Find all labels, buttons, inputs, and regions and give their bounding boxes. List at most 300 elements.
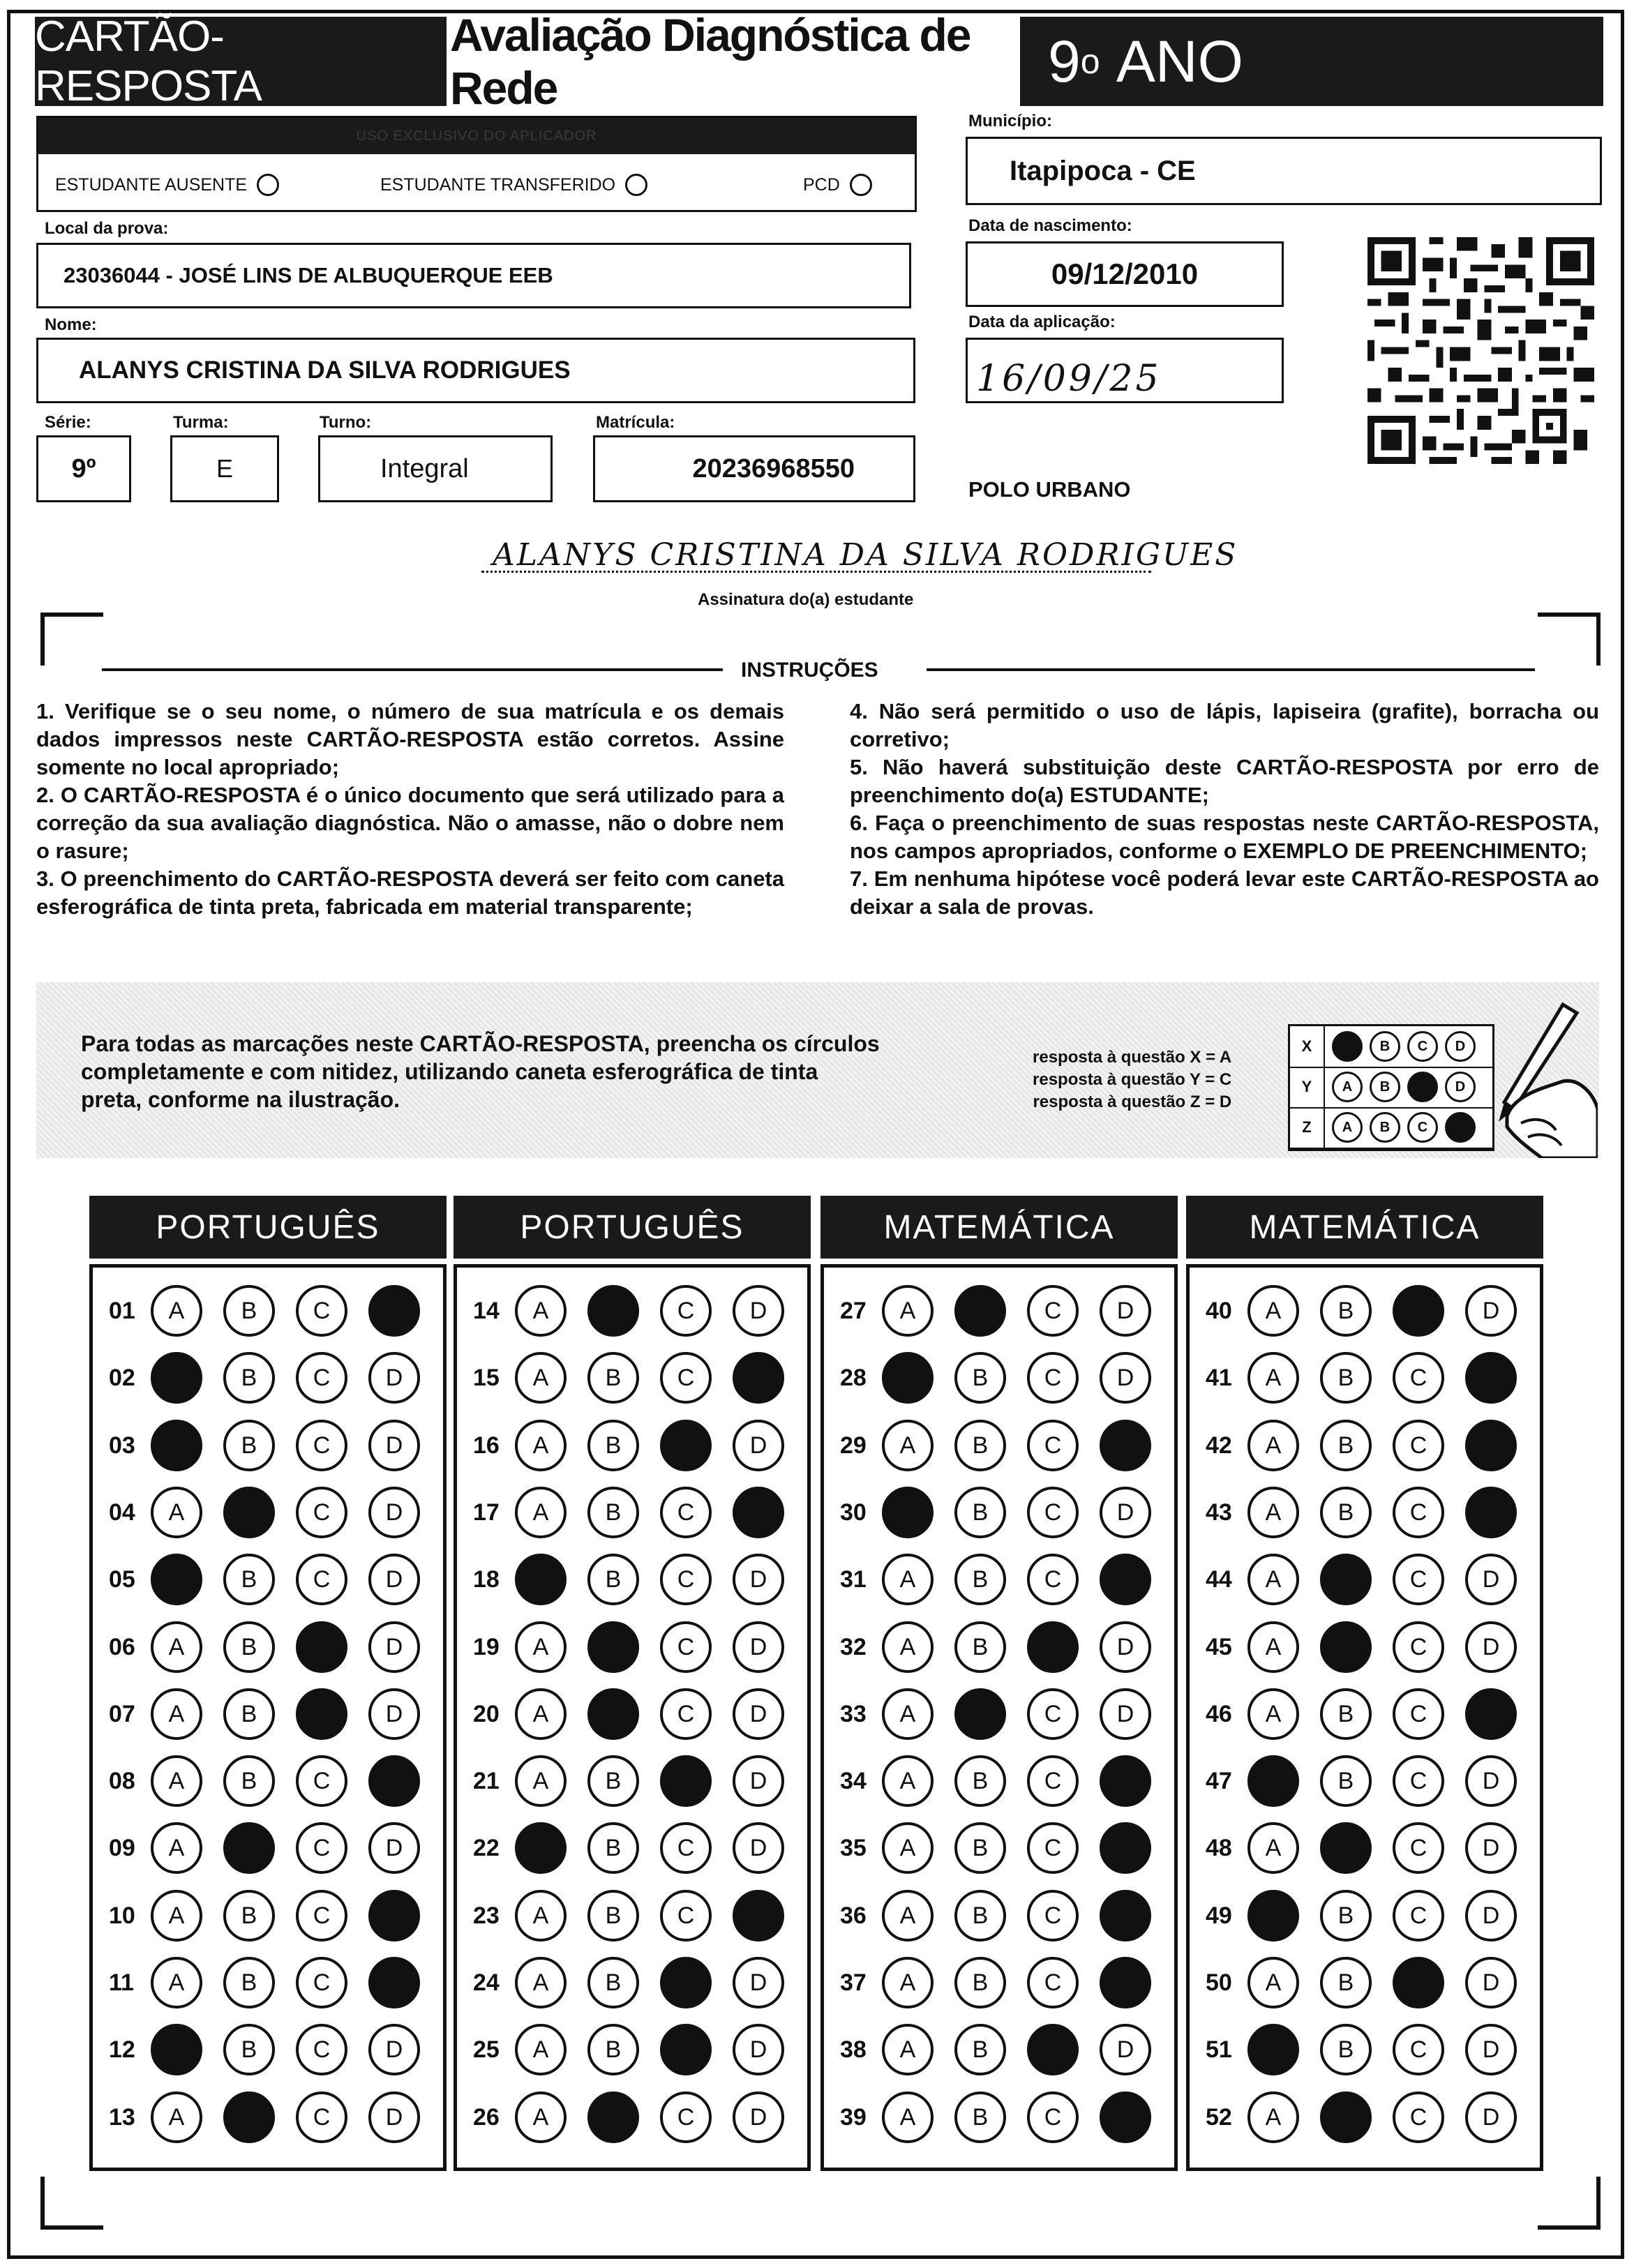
answer-bubble-d[interactable]: D [733,2024,784,2075]
answer-bubble-a[interactable] [151,1352,202,1404]
answer-bubble-c[interactable]: C [1393,1554,1444,1605]
bubble-group [1247,1352,1517,1404]
question-row [840,1621,1151,1673]
answer-bubble-c[interactable]: C [1027,1822,1079,1874]
answer-bubble-c[interactable]: C [660,1352,712,1404]
answer-bubble-b[interactable] [223,1822,275,1874]
answer-bubble-b[interactable]: B [587,1487,639,1538]
answer-bubble-d[interactable]: D [733,1621,784,1673]
answer-bubble-d[interactable] [1100,1890,1151,1942]
answer-bubble-d[interactable]: D [733,1420,784,1471]
pcd-option[interactable] [803,174,872,196]
matricula-label: Matrícula: [596,413,675,432]
answer-bubble-c[interactable]: C [296,1420,347,1471]
answer-bubble-d[interactable]: D [1100,1352,1151,1404]
answer-bubble-a[interactable]: A [882,1822,934,1874]
nome-value: ALANYS CRISTINA DA SILVA RODRIGUES [79,356,571,384]
answer-bubble-d[interactable]: D [1100,2024,1151,2075]
answer-bubble-a[interactable]: A [151,1890,202,1942]
answer-bubble-d[interactable]: D [368,1352,420,1404]
answer-bubble-b[interactable] [587,2091,639,2143]
answer-bubble-d[interactable] [1465,1688,1517,1740]
answer-bubble-c[interactable] [1393,1957,1444,2008]
answer-bubble-b[interactable]: B [1320,1487,1372,1538]
answer-bubble-a[interactable]: A [882,1621,934,1673]
answer-bubble-d[interactable]: D [368,2024,420,2075]
answer-bubble-a[interactable]: A [882,1890,934,1942]
answer-bubble-d[interactable] [368,1890,420,1942]
answer-bubble-a[interactable]: A [151,1487,202,1538]
answer-bubble-b[interactable] [223,1487,275,1538]
question-row [840,1688,1151,1740]
answer-bubble-d[interactable]: D [1465,1957,1517,2008]
answer-bubble-d[interactable] [733,1487,784,1538]
answer-bubble-d[interactable] [1100,1957,1151,2008]
question-number: 39 [840,2103,867,2131]
answer-bubble-b[interactable]: B [1320,1957,1372,2008]
answer-bubble-a[interactable]: A [882,1285,934,1337]
answer-bubble-a[interactable] [151,2024,202,2075]
answer-bubble-c[interactable]: C [1027,1755,1079,1807]
answer-bubble-c[interactable]: C [1027,1487,1079,1538]
question-row [473,1487,784,1538]
answer-bubble-b[interactable]: B [1320,1352,1372,1404]
answer-bubble-c[interactable]: C [1027,1285,1079,1337]
bubble-group [1247,1822,1517,1874]
answer-bubble-d[interactable]: D [733,1755,784,1807]
answer-bubble-b[interactable]: B [587,1352,639,1404]
answer-bubble-d[interactable] [368,1957,420,2008]
answer-bubble-d[interactable]: D [1100,1487,1151,1538]
bubble-group [515,2024,784,2075]
answer-bubble-c[interactable]: C [660,1621,712,1673]
question-number: 36 [840,1902,867,1929]
answer-bubble-b[interactable]: B [587,1420,639,1471]
question-row [1206,1352,1517,1404]
answer-bubble-b[interactable]: B [954,2024,1006,2075]
answer-bubble-d[interactable]: D [368,2091,420,2143]
answer-bubble-d[interactable]: D [1465,1755,1517,1807]
answer-bubble-a[interactable]: A [151,1621,202,1673]
serie-value: 9º [71,453,96,483]
answer-bubble-c[interactable]: C [660,1688,712,1740]
answer-bubble-b[interactable] [1320,1621,1372,1673]
bubble-group [882,2024,1151,2075]
answer-bubble-a[interactable] [882,1352,934,1404]
answer-bubble-a[interactable]: A [882,2091,934,2143]
answer-bubble-a[interactable]: A [1247,1822,1299,1874]
answer-bubble-d[interactable]: D [1465,1554,1517,1605]
answer-bubble-a[interactable]: A [882,1420,934,1471]
answer-bubble-a[interactable]: A [1247,1621,1299,1673]
example-row-key: X [1290,1026,1325,1067]
absent-option[interactable] [55,174,279,196]
grade-suffix: ANO [1116,28,1243,94]
bubble-group [151,1621,420,1673]
answer-bubble-d[interactable]: D [368,1621,420,1673]
grade-label: 9 o ANO [1020,17,1603,106]
turno-field [318,435,553,502]
answer-bubble-c[interactable]: C [660,1822,712,1874]
answer-bubble-c[interactable]: C [1393,1755,1444,1807]
example-bubble: B [1370,1112,1400,1143]
question-row [109,1688,420,1740]
answer-bubble-d[interactable]: D [1465,1285,1517,1337]
question-row [840,2024,1151,2075]
question-number: 13 [109,2103,135,2131]
answer-bubble-c[interactable]: C [660,2091,712,2143]
answer-bubble-a[interactable]: A [151,1822,202,1874]
answer-bubble-c[interactable]: C [296,1755,347,1807]
question-number: 43 [1206,1499,1232,1526]
question-row [1206,1822,1517,1874]
answer-bubble-c[interactable]: C [1393,1890,1444,1942]
answer-bubble-c[interactable]: C [296,2024,347,2075]
question-row [109,2024,420,2075]
answer-bubble-d[interactable]: D [1100,1285,1151,1337]
answer-bubble-d[interactable] [1465,1352,1517,1404]
answer-bubble-c[interactable]: C [296,1554,347,1605]
answer-bubble-c[interactable]: C [660,1285,712,1337]
transferred-option[interactable] [380,174,647,196]
answer-bubble-c[interactable]: C [1393,2024,1444,2075]
answer-bubble-c[interactable]: C [1393,1487,1444,1538]
answer-bubble-a[interactable]: A [1247,2091,1299,2143]
nascimento-value: 09/12/2010 [1051,257,1199,290]
answer-bubble-b[interactable]: B [954,1352,1006,1404]
answer-bubble-c[interactable] [296,1621,347,1673]
bubble-group [151,1688,420,1740]
transferred-circle[interactable] [625,174,647,196]
answer-bubble-b[interactable]: B [587,1755,639,1807]
answer-bubble-d[interactable]: D [733,1688,784,1740]
answer-bubble-c[interactable]: C [1027,1352,1079,1404]
answer-bubble-a[interactable]: A [1247,1487,1299,1538]
answer-bubble-d[interactable]: D [1100,1688,1151,1740]
answer-bubble-a[interactable]: A [515,1890,567,1942]
answer-bubble-d[interactable]: D [1465,2091,1517,2143]
answer-bubble-b[interactable]: B [954,1822,1006,1874]
answer-bubble-a[interactable] [151,1554,202,1605]
column-header: PORTUGUÊS [454,1196,811,1259]
bubble-group [151,2024,420,2075]
aplicacao-field[interactable] [966,338,1284,403]
question-number: 10 [109,1902,135,1929]
answer-bubble-d[interactable] [368,1285,420,1337]
transferred-label: ESTUDANTE TRANSFERIDO [380,174,616,195]
answer-bubble-a[interactable]: A [515,1957,567,2008]
answer-bubble-d[interactable] [368,1755,420,1807]
answer-bubble-c[interactable]: C [1393,1420,1444,1471]
answer-bubble-b[interactable] [954,1285,1006,1337]
answer-bubble-a[interactable]: A [882,1755,934,1807]
answer-bubble-b[interactable]: B [223,1621,275,1673]
answer-bubble-c[interactable] [1393,1285,1444,1337]
question-number: 42 [1206,1432,1232,1459]
bubble-group [882,1352,1151,1404]
answer-bubble-b[interactable]: B [223,1352,275,1404]
answer-bubble-b[interactable] [1320,1822,1372,1874]
answer-bubble-a[interactable]: A [151,1755,202,1807]
answer-bubble-d[interactable]: D [368,1420,420,1471]
answer-bubble-c[interactable]: C [1027,1890,1079,1942]
answer-bubble-c[interactable]: C [1393,1621,1444,1673]
answer-bubble-d[interactable]: D [1465,2024,1517,2075]
answer-bubble-b[interactable]: B [1320,2024,1372,2075]
answer-bubble-b[interactable] [1320,1554,1372,1605]
bubble-group [151,1822,420,1874]
answer-bubble-b[interactable]: B [223,1890,275,1942]
answer-bubble-c[interactable] [296,1688,347,1740]
aplicacao-value: 16/09/25 [976,358,1162,400]
answer-bubble-b[interactable] [587,1688,639,1740]
answer-bubble-c[interactable] [660,2024,712,2075]
example-bubble: C [1407,1112,1438,1143]
answer-bubble-d[interactable]: D [733,2091,784,2143]
question-number: 28 [840,1364,867,1391]
answer-bubble-d[interactable]: D [733,1554,784,1605]
answer-bubble-b[interactable]: B [223,1957,275,2008]
answer-bubble-b[interactable]: B [954,1487,1006,1538]
answer-bubble-c[interactable] [1027,1621,1079,1673]
answer-bubble-a[interactable]: A [882,1554,934,1605]
answer-bubble-b[interactable]: B [223,2024,275,2075]
answer-bubble-c[interactable]: C [1027,1688,1079,1740]
answer-bubble-b[interactable]: B [954,1621,1006,1673]
answer-bubble-d[interactable]: D [733,1957,784,2008]
answer-bubble-c[interactable]: C [1027,1957,1079,2008]
answer-bubble-d[interactable] [1100,2091,1151,2143]
answer-bubble-a[interactable] [1247,1890,1299,1942]
answer-bubble-a[interactable]: A [1247,1957,1299,2008]
answer-bubble-b[interactable] [954,1688,1006,1740]
answer-bubble-a[interactable] [882,1487,934,1538]
answer-bubble-b[interactable]: B [954,2091,1006,2143]
question-number: 04 [109,1499,135,1526]
answer-bubble-b[interactable]: B [587,1822,639,1874]
answer-bubble-b[interactable]: B [587,1890,639,1942]
answer-bubble-c[interactable]: C [296,1487,347,1538]
pcd-circle[interactable] [850,174,872,196]
question-number: 19 [473,1633,500,1660]
question-number: 40 [1206,1297,1232,1324]
question-number: 23 [473,1902,500,1929]
question-number: 07 [109,1700,135,1727]
answer-bubble-b[interactable]: B [587,1957,639,2008]
answer-bubble-c[interactable] [1027,2024,1079,2075]
answer-bubble-a[interactable]: A [515,2024,567,2075]
hand-pen-icon [1458,998,1598,1158]
question-row [1206,1890,1517,1942]
answer-bubble-c[interactable]: C [1027,2091,1079,2143]
answer-bubble-d[interactable] [1100,1755,1151,1807]
question-row [1206,2091,1517,2143]
signature: ALANYS CRISTINA DA SILVA RODRIGUES [493,537,1238,573]
answer-bubble-b[interactable] [223,2091,275,2143]
question-row [840,1755,1151,1807]
answer-bubble-d[interactable] [1100,1554,1151,1605]
answer-bubble-a[interactable]: A [1247,1688,1299,1740]
answer-bubble-a[interactable]: A [151,1957,202,2008]
answer-bubble-a[interactable]: A [151,1688,202,1740]
answer-bubble-b[interactable]: B [587,1554,639,1605]
answer-bubble-d[interactable] [1100,1822,1151,1874]
answer-bubble-b[interactable]: B [223,1755,275,1807]
answer-bubble-d[interactable] [733,1890,784,1942]
polo-label: POLO URBANO [968,477,1131,502]
example-bubble: A [1332,1112,1363,1143]
bubble-group [151,1554,420,1605]
answer-bubble-a[interactable] [515,1554,567,1605]
question-row [1206,1755,1517,1807]
answer-bubble-d[interactable]: D [1465,1621,1517,1673]
answer-bubble-c[interactable]: C [1393,1822,1444,1874]
bubble-group [882,2091,1151,2143]
turma-field [170,435,279,502]
answer-bubble-b[interactable]: B [223,1688,275,1740]
answer-bubble-b[interactable]: B [223,1285,275,1337]
answer-bubble-c[interactable]: C [1393,1688,1444,1740]
answer-bubble-c[interactable]: C [296,1957,347,2008]
answer-bubble-a[interactable]: A [1247,1285,1299,1337]
answer-bubble-c[interactable]: C [296,1822,347,1874]
nome-field [36,338,915,403]
question-number: 09 [109,1834,135,1861]
answer-bubble-c[interactable] [660,1420,712,1471]
answer-bubble-a[interactable] [151,1420,202,1471]
answer-bubble-d[interactable]: D [1465,1822,1517,1874]
answer-bubble-b[interactable]: B [954,1957,1006,2008]
answer-bubble-c[interactable]: C [1393,2091,1444,2143]
absent-circle[interactable] [257,174,279,196]
bubble-group [882,1487,1151,1538]
question-row [109,1822,420,1874]
answer-bubble-a[interactable]: A [515,1352,567,1404]
question-number: 21 [473,1767,500,1794]
answer-bubble-b[interactable]: B [223,1420,275,1471]
bubble-group [515,2091,784,2143]
answer-bubble-a[interactable]: A [515,1621,567,1673]
answer-bubble-a[interactable]: A [515,1688,567,1740]
answer-bubble-c[interactable]: C [1027,1554,1079,1605]
instr-rule-right [927,668,1535,671]
answer-bubble-b[interactable]: B [1320,1755,1372,1807]
question-number: 52 [1206,2103,1232,2131]
answer-bubble-b[interactable] [1320,2091,1372,2143]
answer-bubble-b[interactable]: B [1320,1285,1372,1337]
answer-bubble-a[interactable] [1247,1755,1299,1807]
question-number: 17 [473,1499,500,1526]
answer-bubble-a[interactable]: A [515,1755,567,1807]
answer-bubble-d[interactable]: D [368,1822,420,1874]
answer-bubble-d[interactable] [1465,1487,1517,1538]
bubble-group [515,1420,784,1471]
question-row [109,1957,420,2008]
question-number: 11 [109,1969,134,1996]
instruction-6: 6. Faça o preenchimento de suas respostas neste CARTÃO-RESPOSTA, nos campos apropriados, conforme o EXEMPLO DE PREENCHIMENTO; [850,811,1599,863]
answer-bubble-c[interactable] [660,1755,712,1807]
answer-bubble-d[interactable] [1465,1420,1517,1471]
answer-bubble-a[interactable]: A [882,2024,934,2075]
answer-bubble-d[interactable]: D [1100,1621,1151,1673]
answer-bubble-c[interactable]: C [1027,1420,1079,1471]
question-row [1206,1688,1517,1740]
answer-bubble-a[interactable]: A [1247,1554,1299,1605]
answer-bubble-a[interactable]: A [1247,1420,1299,1471]
answer-bubble-a[interactable] [515,1822,567,1874]
answer-bubble-a[interactable]: A [882,1957,934,2008]
answer-bubble-c[interactable]: C [660,1554,712,1605]
answer-bubble-c[interactable]: C [296,1890,347,1942]
answer-bubble-b[interactable]: B [954,1554,1006,1605]
bubble-group [151,1755,420,1807]
example-row-key: Y [1290,1067,1325,1107]
answer-bubble-d[interactable]: D [733,1822,784,1874]
answer-bubble-c[interactable]: C [660,1487,712,1538]
answer-bubble-b[interactable] [587,1285,639,1337]
answer-bubble-a[interactable]: A [515,1285,567,1337]
answer-bubble-a[interactable]: A [151,2091,202,2143]
answer-bubble-a[interactable] [1247,2024,1299,2075]
answer-bubble-c[interactable]: C [660,1890,712,1942]
answer-bubble-b[interactable] [587,1621,639,1673]
answer-bubble-a[interactable]: A [515,1420,567,1471]
answer-bubble-d[interactable]: D [733,1285,784,1337]
answer-bubble-b[interactable]: B [954,1890,1006,1942]
answer-bubble-d[interactable]: D [368,1554,420,1605]
turma-value: E [216,454,233,483]
answer-bubble-c[interactable]: C [296,1352,347,1404]
answer-bubble-a[interactable]: A [1247,1352,1299,1404]
answer-bubble-b[interactable]: B [1320,1420,1372,1471]
question-row [840,1822,1151,1874]
answer-bubble-b[interactable]: B [1320,1688,1372,1740]
example-bubble: B [1370,1072,1400,1102]
example-row-key: Z [1290,1107,1325,1148]
answer-bubble-a[interactable]: A [515,1487,567,1538]
answer-bubble-c[interactable]: C [296,2091,347,2143]
answer-bubble-c[interactable] [660,1957,712,2008]
applicator-box [36,116,917,212]
question-number: 33 [840,1700,867,1727]
example-keys [1033,1046,1231,1113]
answer-bubble-a[interactable]: A [151,1285,202,1337]
answer-bubble-d[interactable]: D [1465,1890,1517,1942]
bubble-group [1247,1420,1517,1471]
answer-bubble-d[interactable] [1100,1420,1151,1471]
nascimento-label: Data de nascimento: [968,216,1132,235]
answer-bubble-d[interactable]: D [368,1487,420,1538]
matricula-field [593,435,915,502]
question-row [473,1420,784,1471]
answer-bubble-b[interactable]: B [954,1420,1006,1471]
answer-bubble-c[interactable]: C [1393,1352,1444,1404]
answer-bubble-d[interactable]: D [368,1688,420,1740]
answer-bubble-a[interactable]: A [515,2091,567,2143]
question-number: 41 [1206,1364,1232,1391]
answer-bubble-c[interactable]: C [296,1285,347,1337]
answer-bubble-a[interactable]: A [882,1688,934,1740]
answer-bubble-d[interactable] [733,1352,784,1404]
answer-bubble-b[interactable]: B [587,2024,639,2075]
bubble-group [515,1621,784,1673]
bubble-group [151,1890,420,1942]
answer-bubble-b[interactable]: B [223,1554,275,1605]
question-row [473,1554,784,1605]
matricula-value: 20236968550 [692,453,855,483]
answer-bubble-b[interactable]: B [1320,1890,1372,1942]
answer-bubble-b[interactable]: B [954,1755,1006,1807]
